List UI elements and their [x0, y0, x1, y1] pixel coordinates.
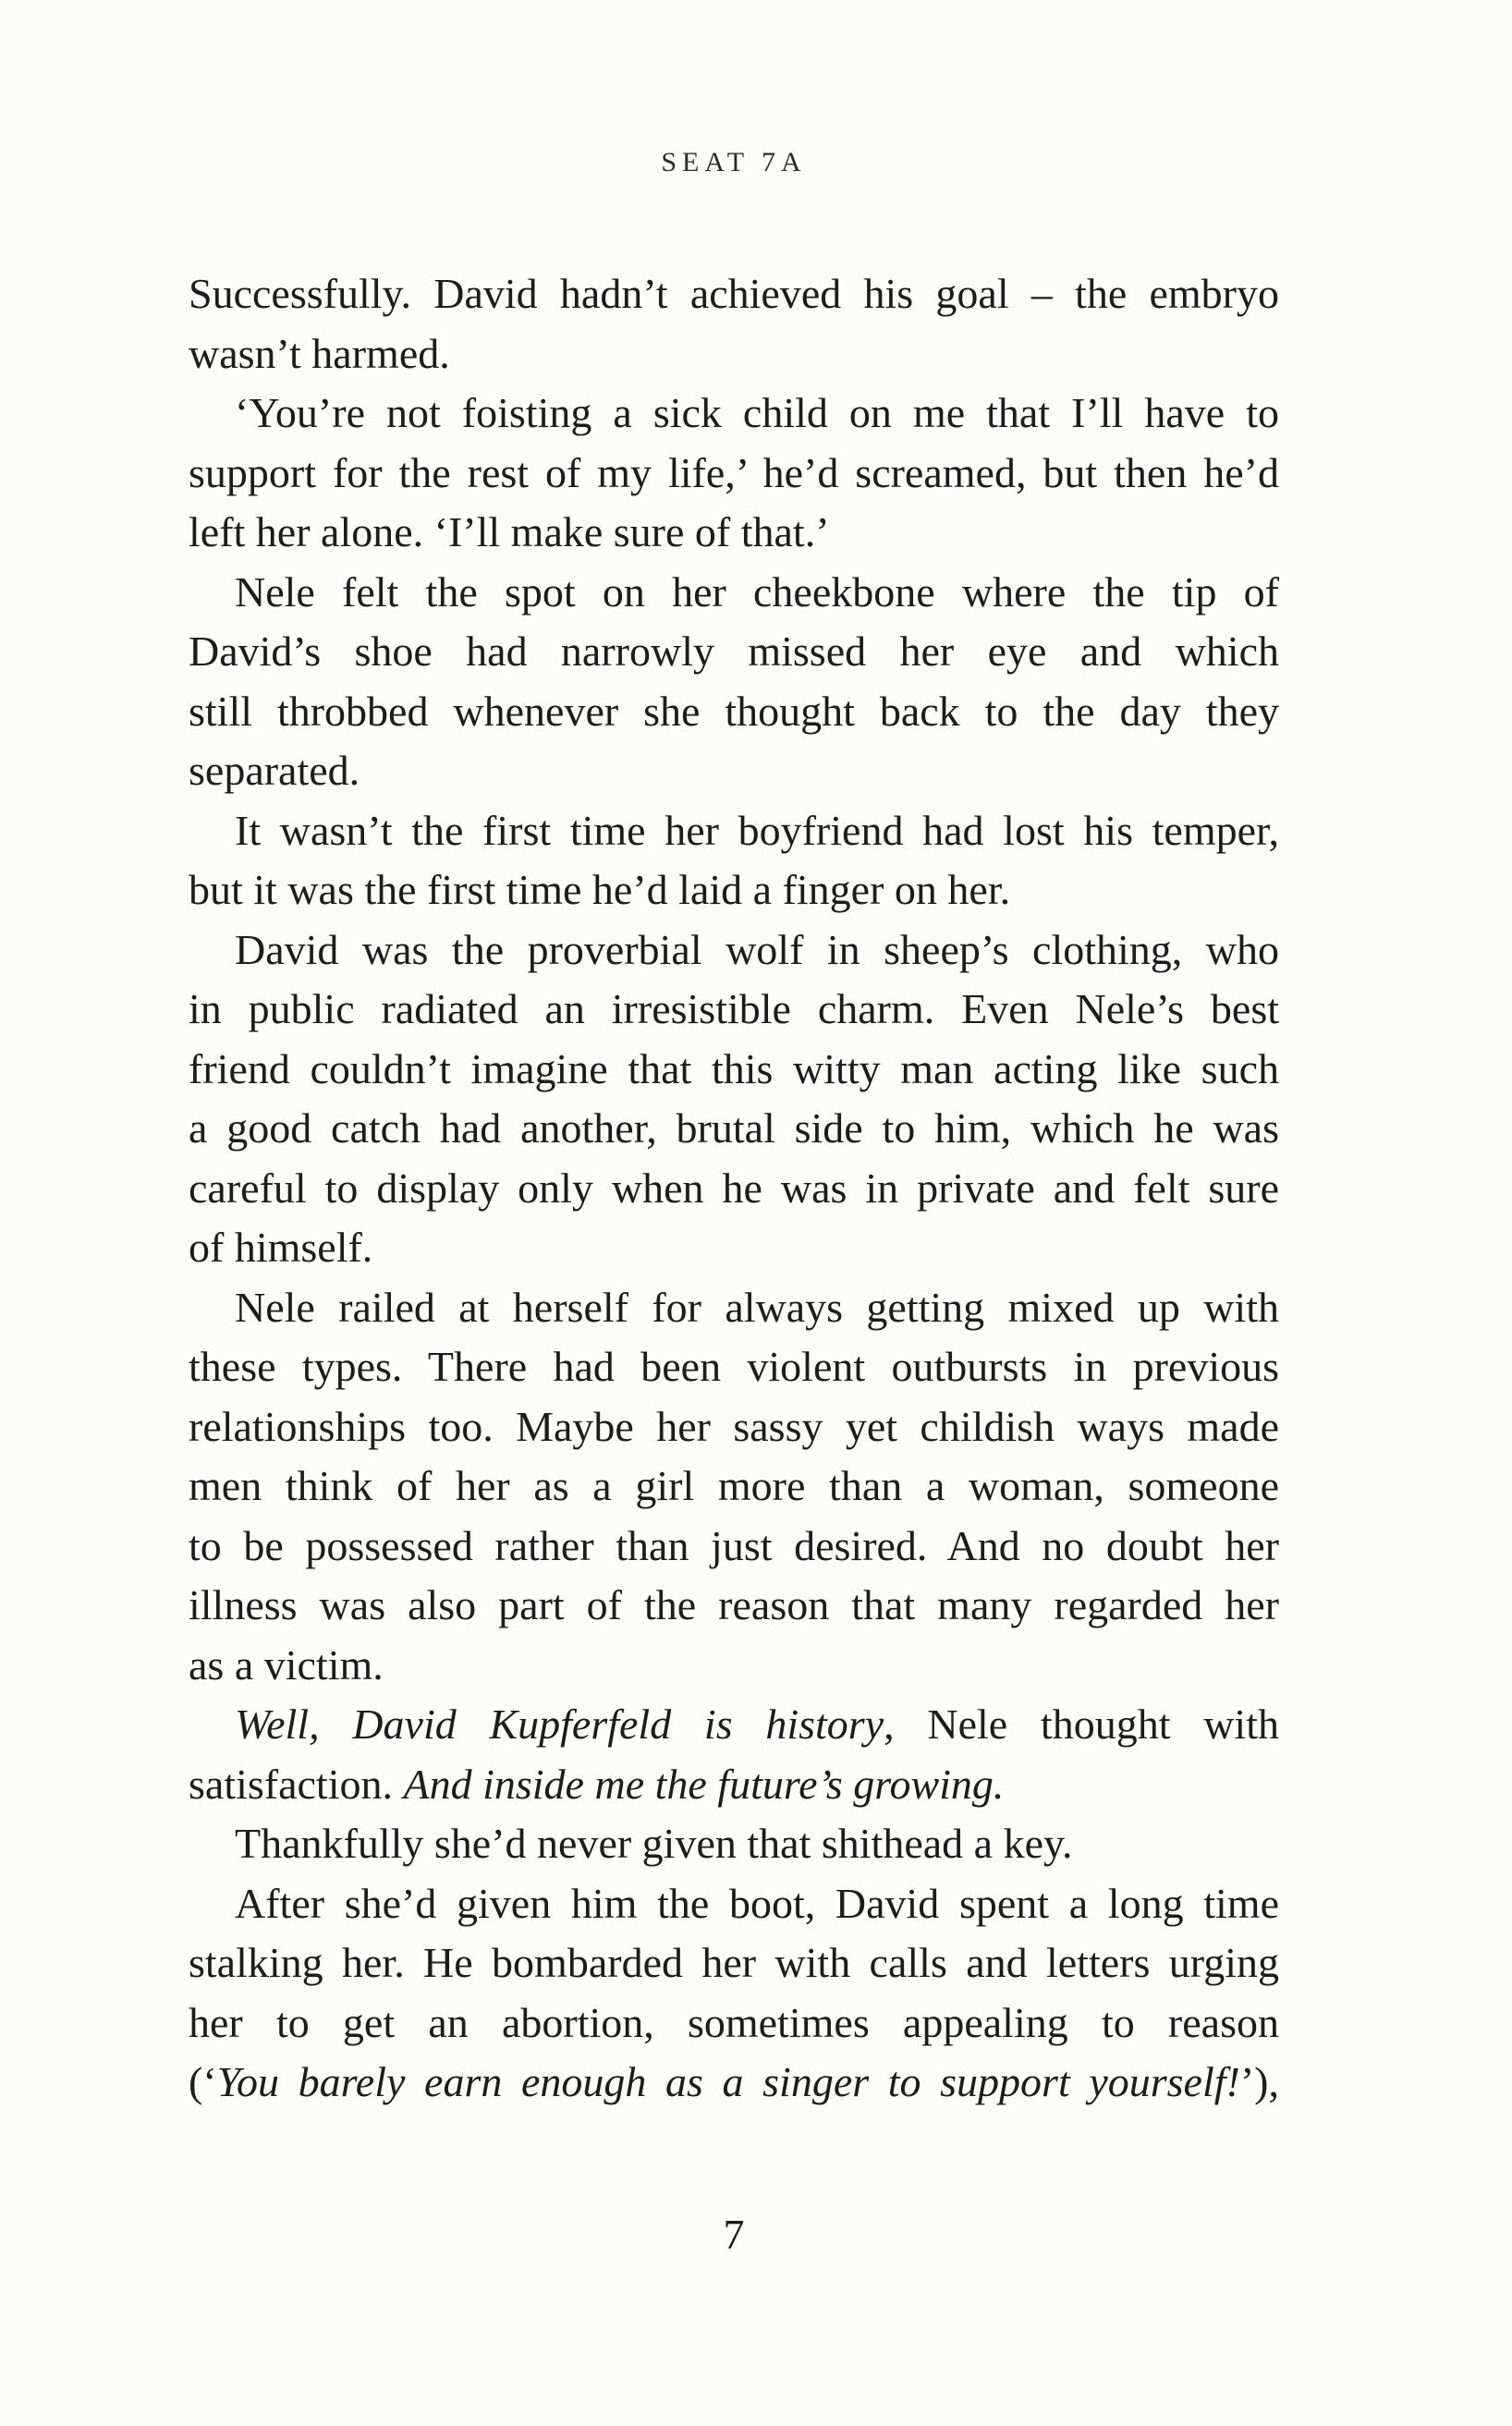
- text-line: still throbbed whenever she thought back to the day they: [189, 687, 1279, 735]
- paragraph: [189, 384, 1279, 563]
- paragraph: [189, 1278, 1279, 1696]
- page-number: 7: [723, 2211, 745, 2258]
- text-line: in public radiated an irresistible charm. Even Nele’s best: [189, 985, 1279, 1032]
- text-line: After she’d given him the boot, David spent a long time: [235, 1879, 1279, 1927]
- text-line: It wasn’t the first time her boyfriend had lost his temper,: [235, 806, 1279, 854]
- text-line: friend couldn’t imagine that this witty man acting like such: [189, 1044, 1279, 1092]
- text-line: careful to display only when he was in private and felt sure: [189, 1164, 1279, 1212]
- text-segment: , Nele thought with: [884, 1701, 1279, 1748]
- text-line: Successfully. David hadn’t achieved his goal – the embryo: [189, 270, 1279, 317]
- text-line: these types. There had been violent outbursts in previous: [189, 1343, 1279, 1390]
- text-line: wasn’t harmed.: [189, 329, 450, 377]
- text-line: relationships too. Maybe her sassy yet childish ways made: [189, 1402, 1279, 1450]
- text-line: Nele felt the spot on her cheekbone where the tip of: [235, 567, 1279, 616]
- text-line: Nele railed at herself for always getting mixed up with: [235, 1283, 1279, 1331]
- paragraph: [189, 563, 1279, 801]
- body-text: [189, 264, 1279, 2113]
- text-segment: ’),: [1239, 2058, 1279, 2105]
- text-line: but it was the first time he’d laid a finger on her.: [189, 866, 1011, 913]
- paragraph: [189, 801, 1279, 920]
- running-head: SEAT 7A: [661, 147, 807, 177]
- text-line: as a victim.: [189, 1640, 384, 1688]
- text-line: [189, 1695, 1279, 1755]
- text-line: [189, 2053, 1279, 2113]
- text-line: [189, 1755, 1279, 1815]
- text-line: illness was also part of the reason that many regarded her: [189, 1581, 1279, 1628]
- emphasis: Well, David Kupferfeld is history: [235, 1701, 884, 1748]
- text-line: to be possessed rather than just desired. And no doubt her: [189, 1521, 1279, 1569]
- emphasis: And inside me the future’s growing.: [403, 1760, 1005, 1808]
- text-line: David was the proverbial wolf in sheep’s clothing, who: [235, 925, 1279, 973]
- paragraph: [189, 1814, 1279, 1874]
- paragraph: [189, 920, 1279, 1278]
- paragraph: [189, 264, 1279, 384]
- text-line: a good catch had another, brutal side to him, which he was: [189, 1104, 1279, 1152]
- text-line: separated.: [189, 747, 360, 794]
- paragraph: [189, 1874, 1279, 2113]
- text-line: David’s shoe had narrowly missed her eye and which: [189, 628, 1279, 675]
- text-line: men think of her as a girl more than a woman, someone: [189, 1462, 1279, 1509]
- text-line: her to get an abortion, sometimes appealing to reason: [189, 1998, 1279, 2046]
- text-line: support for the rest of my life,’ he’d screamed, but then he’d: [189, 448, 1279, 496]
- text-segment: satisfaction.: [189, 1760, 404, 1808]
- emphasis: You barely earn enough as a singer to support yourself!: [216, 2058, 1240, 2105]
- text-line: of himself.: [189, 1224, 373, 1271]
- text-line: ‘You’re not foisting a sick child on me that I’ll have to: [235, 389, 1279, 436]
- text-segment: (‘: [189, 2058, 217, 2105]
- text-line: stalking her. He bombarded her with calls and letters urging: [189, 1939, 1279, 1986]
- text-line: left her alone. ‘I’ll make sure of that.’: [189, 508, 830, 555]
- text-line: Thankfully she’d never given that shithead a key.: [235, 1820, 1073, 1867]
- paragraph: [189, 1695, 1279, 1814]
